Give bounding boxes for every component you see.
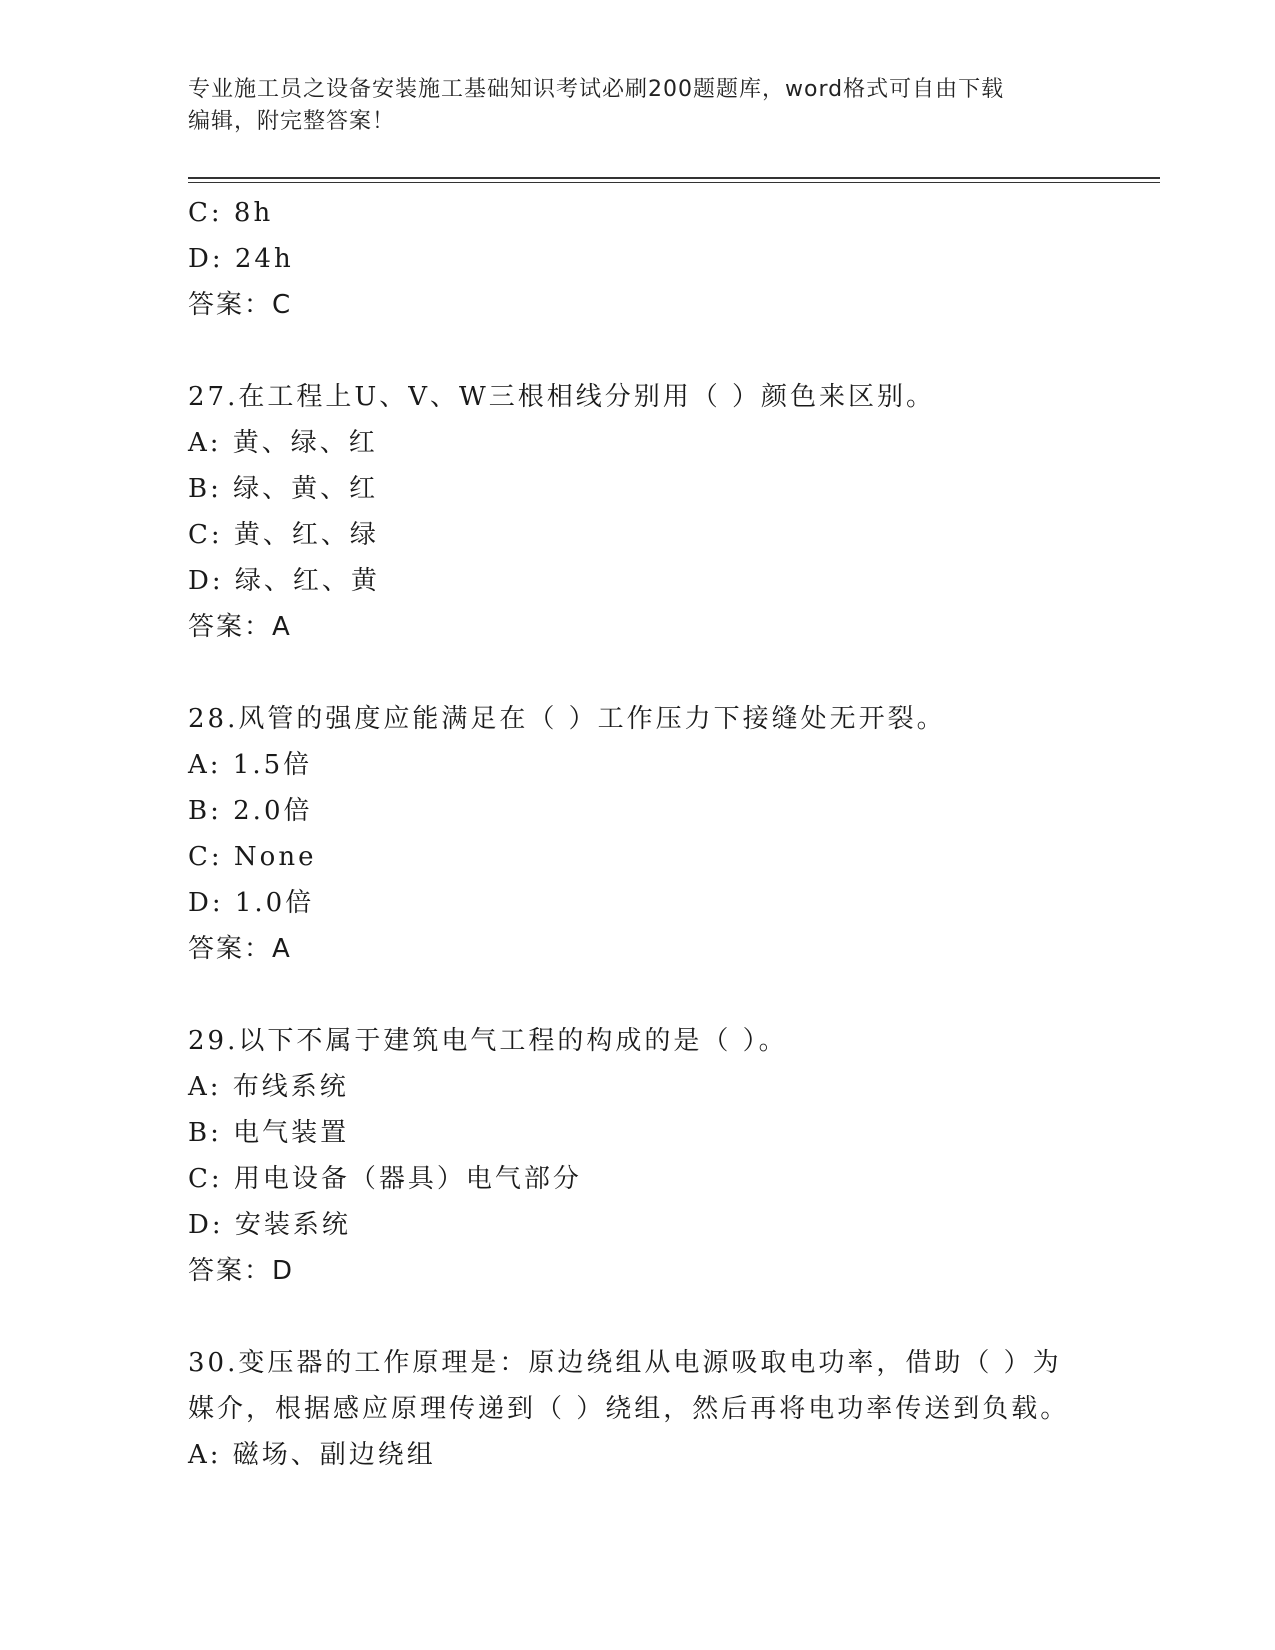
answer: 答案：A xyxy=(188,612,292,642)
option-c: C: 用电设备（器具）电气部分 xyxy=(188,1164,582,1194)
question-27 xyxy=(188,374,1088,650)
question-29 xyxy=(188,1018,1088,1294)
option-a: A: 1.5倍 xyxy=(188,750,313,780)
page-header xyxy=(188,74,1068,138)
option-d: D: 24h xyxy=(188,244,294,274)
question-stem: 28.风管的强度应能满足在（ ）工作压力下接缝处无开裂。 xyxy=(188,704,946,734)
answer: 答案：A xyxy=(188,934,292,964)
header-title-line-2: 编辑，附完整答案！ xyxy=(188,109,396,134)
option-c: C: 8h xyxy=(188,198,274,228)
question-28 xyxy=(188,696,1088,972)
spacer xyxy=(188,1294,1088,1340)
header-rule-thin xyxy=(188,182,1160,183)
option-a: A: 黄、绿、红 xyxy=(188,428,378,458)
option-b: B: 2.0倍 xyxy=(188,796,313,826)
spacer xyxy=(188,650,1088,696)
question-stem-line-1: 30.变压器的工作原理是：原边绕组从电源吸取电功率，借助（ ）为 xyxy=(188,1348,1062,1378)
option-a: A: 布线系统 xyxy=(188,1072,349,1102)
answer: 答案：C xyxy=(188,290,293,320)
question-stem: 27.在工程上U、V、W三根相线分别用（ ）颜色来区别。 xyxy=(188,382,936,412)
option-c: C: None xyxy=(188,842,317,872)
question-stem: 29.以下不属于建筑电气工程的构成的是（ ）。 xyxy=(188,1026,788,1056)
question-list xyxy=(188,190,1088,1478)
answer: 答案：D xyxy=(188,1256,295,1286)
spacer xyxy=(188,328,1088,374)
header-title-line-1: 专业施工员之设备安装施工基础知识考试必刷200题题库，word格式可自由下载 xyxy=(188,77,1005,102)
spacer xyxy=(188,972,1088,1018)
question-stem-line-2: 媒介，根据感应原理传递到（ ）绕组，然后再将电功率传送到负载。 xyxy=(188,1394,1070,1424)
option-d: D: 绿、红、黄 xyxy=(188,566,380,596)
option-d: D: 安装系统 xyxy=(188,1210,351,1240)
option-b: B: 绿、黄、红 xyxy=(188,474,379,504)
option-b: B: 电气装置 xyxy=(188,1118,350,1148)
option-c: C: 黄、红、绿 xyxy=(188,520,379,550)
question-30 xyxy=(188,1340,1088,1478)
header-rule-thick xyxy=(188,177,1160,179)
option-a: A: 磁场、副边绕组 xyxy=(188,1440,436,1470)
option-d: D: 1.0倍 xyxy=(188,888,315,918)
question-continued xyxy=(188,190,1088,328)
